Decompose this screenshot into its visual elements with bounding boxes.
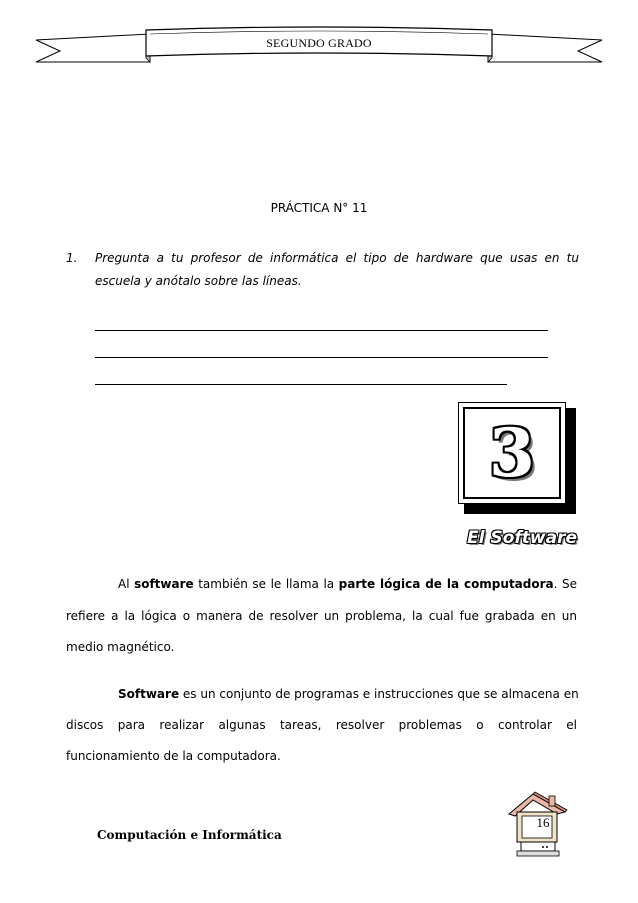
chapter-title: El Software: [467, 528, 577, 548]
term-logical-part: parte lógica de la computadora: [338, 577, 554, 591]
paragraph-2-line-3: funcionamiento de la computadora.: [66, 749, 281, 763]
banner-title: SEGUNDO GRADO: [266, 36, 372, 50]
paragraph-1-line-3: medio magnético.: [66, 640, 175, 654]
term-software: software: [134, 577, 194, 591]
page-number: 16: [536, 815, 550, 830]
footer-course-name: Computación e Informática: [97, 828, 282, 842]
question-text-line-2: escuela y anótalo sobre las líneas.: [95, 274, 302, 288]
paragraph-2-line-2: discos para realizar algunas tareas, resolver problemas o controlar el: [66, 718, 577, 732]
answer-line-3[interactable]: [95, 384, 507, 385]
answer-line-2[interactable]: [95, 357, 548, 358]
chapter-number: 3: [489, 414, 535, 492]
paragraph-2-line-1: Software es un conjunto de programas e instrucciones que se almacena en: [118, 687, 579, 701]
paragraph-1-line-2: refiere a la lógica o manera de resolver un problema, la cual fue grabada en un: [66, 609, 577, 623]
term-software-2: Software: [118, 687, 180, 701]
answer-line-1[interactable]: [95, 330, 548, 331]
question-number: 1.: [66, 251, 78, 265]
practice-title: PRÁCTICA N° 11: [270, 201, 368, 215]
paragraph-1-line-1: Al software también se le llama la parte lógica de la computadora. Se: [118, 577, 577, 591]
question-text-line-1: Pregunta a tu profesor de informática el tipo de hardware que usas en tu: [95, 251, 579, 265]
